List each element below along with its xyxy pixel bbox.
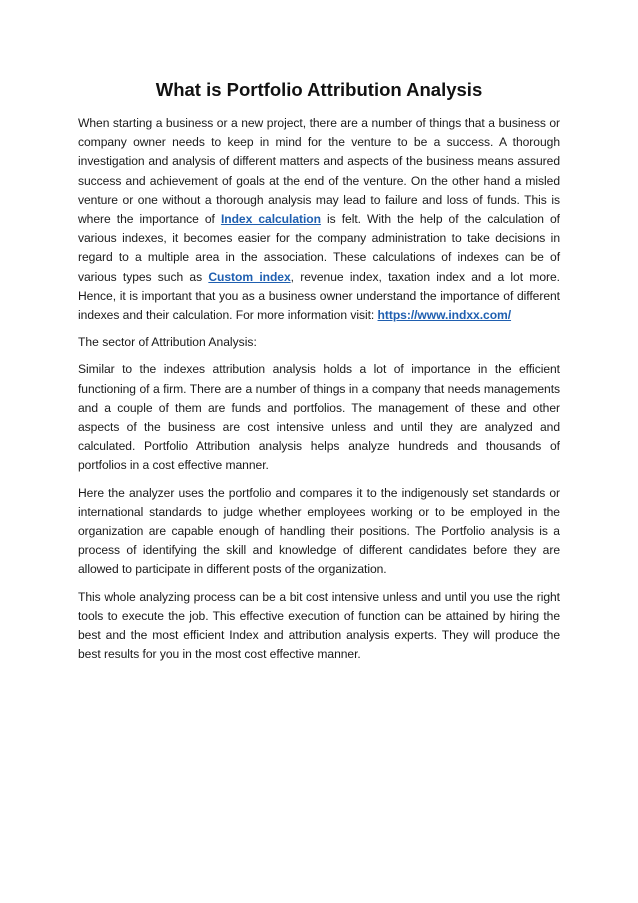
- section-heading: The sector of Attribution Analysis:: [78, 335, 257, 350]
- paragraph-analyzer: Here the analyzer uses the portfolio and compares it to the indigenously set standards or international standards to judge whether employees working or to be employed in the organization are capable enough of handling their positions. The Portfolio analysis is a process of identifying the skill and knowledge of different candidates before they are allowed to participate in different posts of the organization.: [78, 485, 560, 577]
- paragraph-intro-text-3: , revenue index, taxation index and a lot more. Hence, it is important that you as a business owner understand the importance of different indexes and their calculation. For more information visit:: [78, 269, 560, 323]
- page-title: What is Portfolio Attribution Analysis: [155, 79, 483, 100]
- indxx-website-link[interactable]: https://www.indxx.com/: [377, 308, 512, 323]
- paragraph-intro-text-1: When starting a business or a new project, there are a number of things that a business or company owner needs to keep in mind for the venture to be a success. A thorough investigation and analysis of different matters and aspects of the business means assured success and achievement of goals at the end of the venture. On the other hand a misled venture or one without a thorough analysis may lead to failure and loss of funds. This is where the importance of: [78, 116, 560, 227]
- index-calculation-link[interactable]: Index calculation: [220, 212, 321, 227]
- custom-index-link[interactable]: Custom index: [208, 269, 291, 284]
- paragraph-attribution: Similar to the indexes attribution analysis holds a lot of importance in the efficient functioning of a firm. There are a number of things in a company that needs managements and a couple of them are funds and portfolios. The management of these and other aspects of the business are cost intensive unless and until they are analyzed and calculated. Portfolio Attribution analysis helps analyze hundreds and thousands of portfolios in a cost effective manner.: [78, 362, 560, 473]
- paragraph-conclusion: This whole analyzing process can be a bit cost intensive unless and until you use the right tools to execute the job. This effective execution of function can be attained by hiring the best and the most efficient Index and attribution analysis experts. They will produce the best results for you in the most cost effective manner.: [78, 589, 560, 662]
- paragraph-intro: [78, 114, 560, 325]
- document-page: [78, 78, 560, 672]
- paragraph-intro-text-2: is felt. With the help of the calculation of various indexes, it becomes easier for the company administration to take decisions in regard to a multiple area in the association. These calculations of indexes can be of various types such as: [78, 212, 560, 284]
